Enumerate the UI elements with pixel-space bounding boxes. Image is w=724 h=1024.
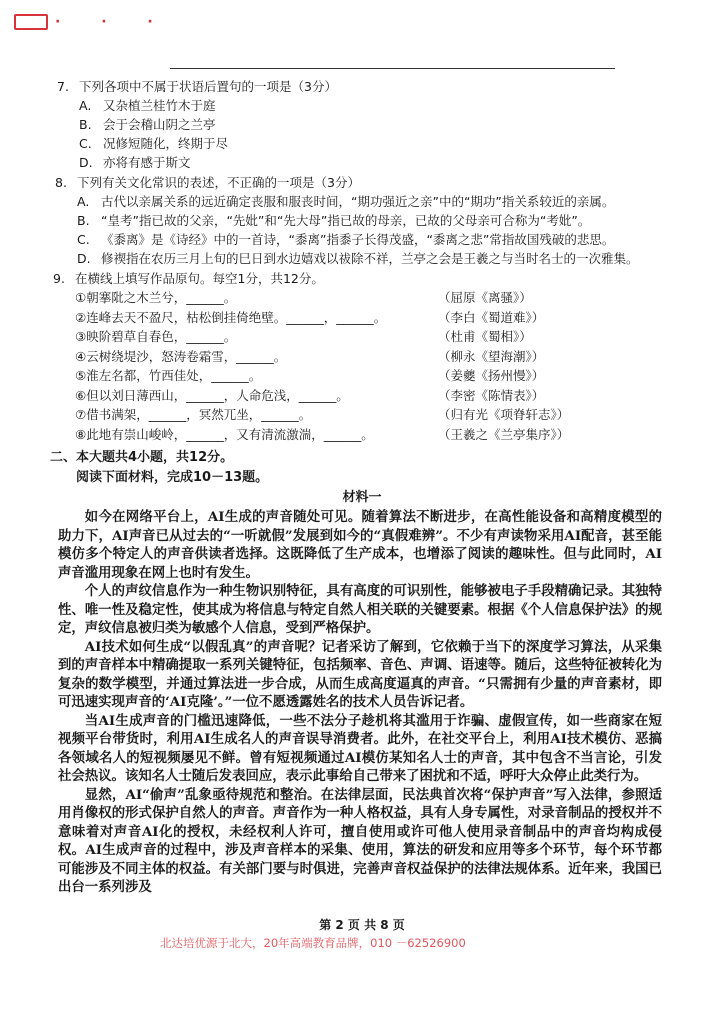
option-a: A. 古代以亲属关系的远近确定丧服和服丧时间，“期功强近之亲”中的“期功”指关系较近的亲属。 <box>77 194 615 209</box>
fill-blank-item: ①朝搴阰之木兰兮，______。 <box>75 290 237 305</box>
option-d: D. 修禊指在农历三月上旬的巳日到水边嬉戏以祓除不祥，兰亭之会是王羲之与当时名士的一次雅集。 <box>77 251 639 266</box>
footer-advert: 北达培优源于北大，20年高端教育品牌，010 －62526900 <box>160 936 466 950</box>
option-c: C. 况修短随化，终期于尽 <box>79 136 229 151</box>
question-7 <box>57 78 677 172</box>
brand-logo-text: · · · <box>55 14 171 30</box>
passage-paragraph: 当AI生成声音的门槛迅速降低，一些不法分子趁机将其滥用于诈骗、虚假宣传，如一些商家在短视频平台带货时，利用AI生成名人的声音误导消费者。此外，在社交平台上，利用AI技术模仿、恶搞各领域名人的短视频屡见不鲜。曾有短视频通过AI模仿某知名人士的声音，其中包含不当言论，引发社会热议。该知名人士随后发表回应，表示此事给自己带来了困扰和不适，呼吁大众停止此类行为。 <box>58 712 662 784</box>
question-text: 下列有关文化常识的表述，不正确的一项是（3分） <box>77 175 360 190</box>
section-heading: 二、本大题共4小题，共12分。 <box>50 450 234 465</box>
question-text: 下列各项中不属于状语后置句的一项是（3分） <box>79 79 337 94</box>
page-number: 第 2 页 共 8 页 <box>319 918 405 932</box>
option-b: B. “皇考”指已故的父亲，“先妣”和“先大母”指已故的母亲，已故的父母亲可合称为“考妣”。 <box>77 213 591 228</box>
fill-blank-item: ⑤淮左名都，竹西佳处，______。 <box>75 368 262 383</box>
passage-paragraph: 显然，AI“偷声”乱象亟待规范和整治。在法律层面，民法典首次将“保护声音”写入法律，参照适用肖像权的形式保护自然人的声音。声音作为一种人格权益，具有人身专属性，对录音制品的授权并不意味着对声音AI化的授权，未经权利人许可，擅自使用或许可他人使用录音制品中的声音均构成侵权。AI生成声音的过程中，涉及声音样本的采集、使用，算法的研发和应用等多个环节，每个环节都可能涉及不同主体的权益。有关部门要与时俱进，完善声音权益保护的法律法规体系。近年来，我国已出台一系列涉及 <box>58 786 662 895</box>
option-a: A. 又杂植兰桂竹木于庭 <box>79 98 216 113</box>
option-d: D. 亦将有感于斯文 <box>79 155 191 170</box>
material-title: 材料一 <box>342 490 382 505</box>
question-9 <box>53 270 693 440</box>
reading-passage <box>58 508 662 897</box>
question-number: 7. <box>57 79 69 94</box>
section-instruction: 阅读下面材料，完成10－13题。 <box>76 470 269 485</box>
passage-paragraph: 个人的声纹信息作为一种生物识别特征，具有高度的可识别性，能够被电子手段精确记录。其独特性、唯一性及稳定性，使其成为将信息与特定自然人相关联的关键要素。根据《个人信息保护法》的规定，声纹信息被归类为敏感个人信息，受到严格保护。 <box>58 583 662 636</box>
passage-paragraph: 如今在网络平台上，AI生成的声音随处可见。随着算法不断进步，在高性能设备和高精度模型的助力下，AI声音已从过去的“一听就假”发展到如今的“真假难辨”。不少有声读物采用AI配音，甚至能模仿多个特定人的声音供读者选择。这既降低了生产成本，也增添了阅读的趣味性。但与此同时，AI声音滥用现象在网上也时有发生。 <box>58 509 662 581</box>
fill-blank-source: （李密《陈情表》） <box>438 387 545 403</box>
question-8 <box>55 174 685 268</box>
fill-blank-item: ③映阶碧草自春色，______。 <box>75 329 237 344</box>
question-number: 8. <box>55 175 67 190</box>
passage-paragraph: AI技术如何生成“以假乱真”的声音呢？记者采访了解到，它依赖于当下的深度学习算法，从采集到的声音样本中精确提取一系列关键特征，包括频率、音色、声调、语速等。随后，这些特征被转化为复杂的数学模型，并通过算法进一步合成，从而生成高度逼真的声音。“只需拥有少量的声音素材，即可迅速实现声音的‘AI克隆’。”一位不愿透露姓名的技术人员告诉记者。 <box>58 638 662 710</box>
fill-blank-source: （屈原《离骚》） <box>438 290 532 305</box>
brand-logo-icon <box>14 14 48 30</box>
header-rule <box>170 68 615 69</box>
fill-blank-item: ⑥但以刘日薄西山，______，人命危浅，______。 <box>75 387 349 403</box>
fill-blank-source: （姜夔《扬州慢》） <box>438 368 545 383</box>
option-b: B. 会于会稽山阴之兰亭 <box>79 117 216 132</box>
fill-blank-source: （柳永《望海潮》） <box>438 348 545 364</box>
fill-blank-item: ②连峰去天不盈尺，枯松倒挂倚绝壁。______，______。 <box>75 309 387 325</box>
fill-blank-item: ⑦借书满架，______，冥然兀坐，______。 <box>75 407 312 422</box>
fill-blank-source: （归有光《项脊轩志》） <box>438 407 570 422</box>
fill-blank-source: （杜甫《蜀相》） <box>438 329 532 344</box>
option-c: C. 《黍离》是《诗经》中的一首诗，“黍离”指黍子长得茂盛，“黍离之悲”常指故国残破的悲思。 <box>77 232 615 247</box>
question-text: 在横线上填写作品原句。每空1分，共12分。 <box>75 271 324 286</box>
question-number: 9. <box>53 271 65 286</box>
fill-blank-item: ⑧此地有崇山峻岭，______，又有清流激湍，______。 <box>75 426 374 442</box>
fill-blank-source: （李白《蜀道难》） <box>438 309 545 325</box>
fill-blank-item: ④云树绕堤沙，怒涛卷霜雪，______。 <box>75 348 287 364</box>
fill-blank-source: （王羲之《兰亭集序》） <box>438 426 570 442</box>
